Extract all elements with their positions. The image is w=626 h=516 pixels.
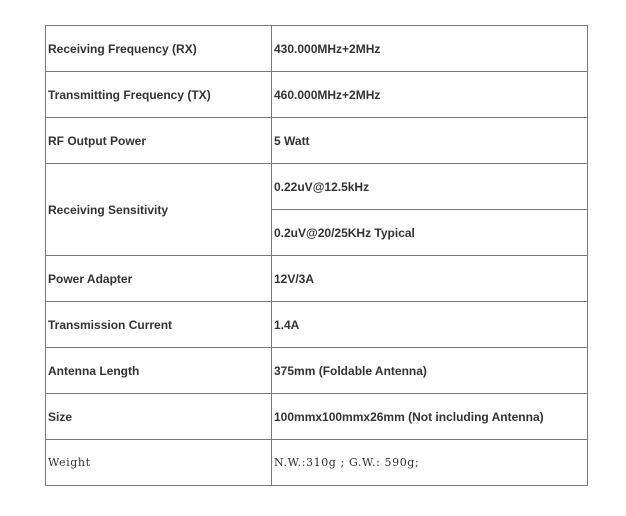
table-row: [46, 26, 588, 72]
spec-label-transmission-current: Transmission Current: [46, 302, 272, 348]
spec-label-rf-output-power: RF Output Power: [46, 118, 272, 164]
spec-value-power-adapter: 12V/3A: [272, 256, 588, 302]
spec-label-antenna-length: Antenna Length: [46, 348, 272, 394]
table-row: [46, 256, 588, 302]
spec-label-receiving-sensitivity: Receiving Sensitivity: [46, 164, 272, 256]
table-row: [46, 72, 588, 118]
spec-table: [45, 25, 588, 486]
table-row: [46, 394, 588, 440]
spec-value-tx-frequency: 460.000MHz+2MHz: [272, 72, 588, 118]
spec-label-tx-frequency: Transmitting Frequency (TX): [46, 72, 272, 118]
spec-value-transmission-current: 1.4A: [272, 302, 588, 348]
table-row: [46, 302, 588, 348]
spec-label-size: Size: [46, 394, 272, 440]
table-row: [46, 164, 588, 210]
spec-value-antenna-length: 375mm (Foldable Antenna): [272, 348, 588, 394]
table-row: [46, 348, 588, 394]
spec-value-receiving-sensitivity-2: 0.2uV@20/25KHz Typical: [272, 210, 588, 256]
spec-label-rx-frequency: Receiving Frequency (RX): [46, 26, 272, 72]
spec-value-receiving-sensitivity-1: 0.22uV@12.5kHz: [272, 164, 588, 210]
table-row: [46, 118, 588, 164]
spec-label-weight: Weight: [46, 440, 272, 486]
spec-value-rf-output-power: 5 Watt: [272, 118, 588, 164]
spec-value-weight: N.W.:310g ; G.W.: 590g;: [272, 440, 588, 486]
table-row: [46, 440, 588, 486]
spec-value-size: 100mmx100mmx26mm (Not including Antenna): [272, 394, 588, 440]
spec-value-rx-frequency: 430.000MHz+2MHz: [272, 26, 588, 72]
spec-label-power-adapter: Power Adapter: [46, 256, 272, 302]
